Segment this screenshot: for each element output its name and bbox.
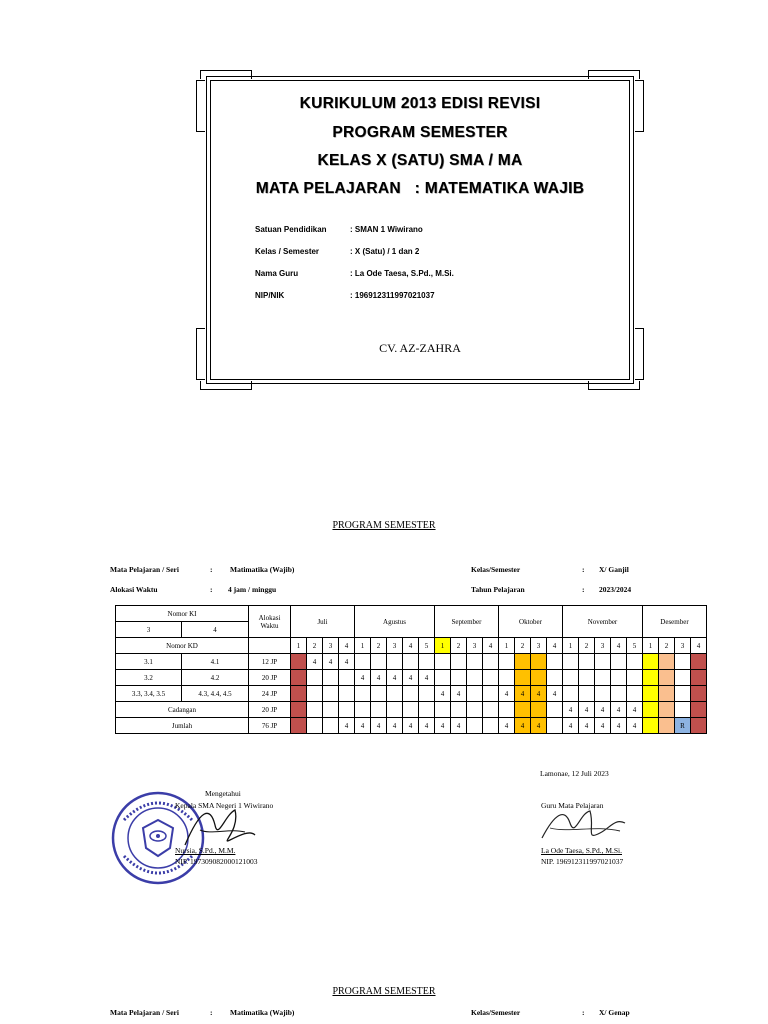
row-kd3: 3.1 <box>116 654 182 670</box>
week-cell <box>355 702 371 718</box>
week-cell <box>531 670 547 686</box>
program2-title: PROGRAM SEMESTER <box>332 986 436 997</box>
week-cell <box>547 718 563 734</box>
week-cell <box>611 686 627 702</box>
week-cell <box>467 670 483 686</box>
week-cell: 4 <box>515 718 531 734</box>
week-cell: 4 <box>499 686 515 702</box>
week-cell: 4 <box>627 702 643 718</box>
week-number-cell: 1 <box>563 638 579 654</box>
week-cell <box>387 654 403 670</box>
row-jumlah-label: Jumlah <box>116 718 249 734</box>
week-cell <box>499 670 515 686</box>
week-number-cell: 4 <box>547 638 563 654</box>
headmaster-name: Nursia, S.Pd., M.M. <box>175 846 236 855</box>
place-date: Lamonae, 12 Juli 2023 <box>540 769 609 778</box>
meta-tahun-value: 2023/2024 <box>599 585 632 594</box>
week-cell <box>579 686 595 702</box>
meta-colon: : <box>210 565 213 574</box>
week-cell: 4 <box>355 670 371 686</box>
week-cell <box>355 686 371 702</box>
week-cell <box>675 670 691 686</box>
week-cell <box>451 702 467 718</box>
week-cell <box>435 702 451 718</box>
program-title: PROGRAM SEMESTER <box>332 520 436 531</box>
cover-publisher: CV. AZ-ZAHRA <box>379 341 461 355</box>
week-cell <box>643 654 659 670</box>
week-cell: 4 <box>563 718 579 734</box>
week-cell <box>339 686 355 702</box>
week-cell <box>291 686 307 702</box>
header-ki-3: 3 <box>116 622 182 638</box>
week-cell: 4 <box>323 654 339 670</box>
week-cell <box>323 670 339 686</box>
week-cell <box>371 702 387 718</box>
week-cell: 4 <box>627 718 643 734</box>
info-value-satuan: : SMAN 1 Wiwirano <box>350 225 423 234</box>
week-cell <box>307 718 323 734</box>
week-cell <box>371 654 387 670</box>
week-cell <box>307 686 323 702</box>
week-cell <box>387 686 403 702</box>
week-cell: 4 <box>579 702 595 718</box>
week-cell <box>387 702 403 718</box>
week-cell <box>339 670 355 686</box>
week-cell <box>627 654 643 670</box>
week-cell <box>419 702 435 718</box>
week-cell <box>659 670 675 686</box>
week-cell <box>659 702 675 718</box>
week-cell <box>323 702 339 718</box>
week-cell: 4 <box>611 718 627 734</box>
info-value-nip: : 196912311997021037 <box>350 291 435 300</box>
meta2-colon: : <box>210 1008 213 1017</box>
week-cell <box>291 654 307 670</box>
week-cell <box>483 654 499 670</box>
meta-colon: : <box>210 585 213 594</box>
week-number-cell: 4 <box>339 638 355 654</box>
meta-tahun-label: Tahun Pelajaran <box>471 585 525 594</box>
week-cell: 4 <box>387 670 403 686</box>
week-cell <box>515 702 531 718</box>
week-cell <box>643 718 659 734</box>
week-cell: 4 <box>387 718 403 734</box>
week-number-cell: 3 <box>531 638 547 654</box>
week-cell <box>291 670 307 686</box>
week-number-cell: 2 <box>659 638 675 654</box>
week-cell <box>515 654 531 670</box>
meta-alokasi-value: 4 jam / minggu <box>228 585 277 594</box>
info-label-kelas: Kelas / Semester <box>255 247 320 256</box>
week-cell <box>451 654 467 670</box>
info-label-nip: NIP/NIK <box>255 291 285 300</box>
week-cell <box>643 686 659 702</box>
week-cell <box>451 670 467 686</box>
week-cell <box>515 670 531 686</box>
cover-title-program: PROGRAM SEMESTER <box>332 124 508 141</box>
week-cell <box>435 670 451 686</box>
week-cell <box>499 702 515 718</box>
header-nomor-ki: Nomor KI <box>116 606 249 622</box>
header-alokasi: Alokasi Waktu <box>249 606 291 638</box>
week-number-cell: 3 <box>595 638 611 654</box>
week-cell <box>419 686 435 702</box>
week-cell: 4 <box>435 718 451 734</box>
week-number-cell: 3 <box>467 638 483 654</box>
week-cell <box>323 686 339 702</box>
week-cell: 4 <box>579 718 595 734</box>
week-cell: 4 <box>451 718 467 734</box>
meta2-colon: : <box>582 1008 585 1017</box>
row-alokasi: 76 JP <box>249 718 291 734</box>
week-cell <box>563 654 579 670</box>
teacher-title: Guru Mata Pelajaran <box>541 801 604 810</box>
week-cell: 4 <box>515 686 531 702</box>
teacher-nip: NIP. 196912311997021037 <box>541 857 624 866</box>
headmaster-nip: NIP. 197309082000121003 <box>175 857 258 866</box>
week-cell <box>403 686 419 702</box>
week-number-cell: 1 <box>355 638 371 654</box>
teacher-name: La Ode Taesa, S.Pd., M.Si. <box>541 846 622 855</box>
row-alokasi: 20 JP <box>249 670 291 686</box>
week-cell: 4 <box>371 718 387 734</box>
meta-mapel-label: Mata Pelajaran / Seri <box>110 565 179 574</box>
week-cell <box>675 702 691 718</box>
header-nomor-kd: Nomor KD <box>116 638 249 654</box>
week-cell: 4 <box>595 702 611 718</box>
row-kd4: 4.3, 4.4, 4.5 <box>182 686 249 702</box>
week-cell: 4 <box>531 718 547 734</box>
headmaster-title: Kepala SMA Negeri 1 Wiwirano <box>175 801 274 810</box>
week-cell <box>579 670 595 686</box>
week-cell: 4 <box>307 654 323 670</box>
week-cell: 4 <box>339 718 355 734</box>
week-number-cell: 1 <box>643 638 659 654</box>
mengetahui-label: Mengetahui <box>205 789 241 798</box>
week-cell <box>611 670 627 686</box>
header-alokasi-blank <box>249 638 291 654</box>
week-number-cell: 2 <box>371 638 387 654</box>
week-number-cell: 4 <box>691 638 707 654</box>
week-cell <box>643 702 659 718</box>
header-ki-4: 4 <box>182 622 249 638</box>
week-number-cell: 3 <box>675 638 691 654</box>
week-number-cell: 4 <box>483 638 499 654</box>
header-month-oktober: Oktober <box>499 606 563 638</box>
header-month-juli: Juli <box>291 606 355 638</box>
week-number-cell: 2 <box>579 638 595 654</box>
week-cell <box>659 654 675 670</box>
cover-title-subject: MATA PELAJARAN : MATEMATIKA WAJIB <box>255 180 585 197</box>
week-cell <box>643 670 659 686</box>
week-cell <box>483 670 499 686</box>
row-alokasi: 20 JP <box>249 702 291 718</box>
week-cell: 4 <box>435 686 451 702</box>
info-label-guru: Nama Guru <box>255 269 299 278</box>
week-number-cell: 4 <box>403 638 419 654</box>
week-cell <box>307 702 323 718</box>
meta2-kelas-value: X/ Genap <box>599 1008 630 1017</box>
row-kd3: 3.2 <box>116 670 182 686</box>
header-month-agustus: Agustus <box>355 606 435 638</box>
week-number-cell: 4 <box>611 638 627 654</box>
week-cell <box>467 686 483 702</box>
week-number-cell: 1 <box>499 638 515 654</box>
week-cell: 4 <box>547 686 563 702</box>
meta2-mapel-value: Matimatika (Wajib) <box>230 1008 295 1017</box>
week-cell <box>499 654 515 670</box>
week-cell <box>483 718 499 734</box>
week-cell <box>291 702 307 718</box>
week-cell <box>691 670 707 686</box>
cover-title-curriculum: KURIKULUM 2013 EDISI REVISI <box>299 95 541 112</box>
week-cell: 4 <box>531 686 547 702</box>
week-cell <box>403 654 419 670</box>
week-cell <box>611 654 627 670</box>
meta-mapel-value: Matimatika (Wajib) <box>230 565 295 574</box>
week-cell <box>547 670 563 686</box>
week-cell <box>531 702 547 718</box>
week-cell <box>563 686 579 702</box>
row-kd4: 4.2 <box>182 670 249 686</box>
row-alokasi: 12 JP <box>249 654 291 670</box>
week-cell <box>627 686 643 702</box>
week-number-cell: 5 <box>419 638 435 654</box>
week-cell <box>547 654 563 670</box>
week-cell <box>691 702 707 718</box>
week-cell <box>307 670 323 686</box>
week-cell <box>435 654 451 670</box>
week-cell: 4 <box>595 718 611 734</box>
week-cell <box>323 718 339 734</box>
week-number-cell: 5 <box>627 638 643 654</box>
week-number-cell: 2 <box>451 638 467 654</box>
week-cell: 4 <box>563 702 579 718</box>
week-cell: 4 <box>451 686 467 702</box>
week-cell: 4 <box>339 654 355 670</box>
week-cell <box>691 654 707 670</box>
week-cell <box>403 702 419 718</box>
meta-kelas-label: Kelas/Semester <box>471 565 521 574</box>
meta-alokasi-label: Alokasi Waktu <box>110 585 158 594</box>
week-cell: 4 <box>499 718 515 734</box>
week-cell <box>339 702 355 718</box>
week-cell: 4 <box>371 670 387 686</box>
week-cell <box>595 670 611 686</box>
meta2-kelas-label: Kelas/Semester <box>471 1008 521 1017</box>
cover-title-class: KELAS X (SATU) SMA / MA <box>317 152 523 169</box>
week-cell <box>595 686 611 702</box>
meta-kelas-value: X/ Ganjil <box>599 565 629 574</box>
week-cell <box>563 670 579 686</box>
week-cell <box>659 718 675 734</box>
info-value-guru: : La Ode Taesa, S.Pd., M.Si. <box>350 269 454 278</box>
row-kd4: 4.1 <box>182 654 249 670</box>
week-cell <box>627 670 643 686</box>
week-cell: 4 <box>403 670 419 686</box>
week-number-cell: 3 <box>387 638 403 654</box>
meta-colon: : <box>582 585 585 594</box>
info-label-satuan: Satuan Pendidikan <box>255 225 327 234</box>
row-kd3: 3.3, 3.4, 3.5 <box>116 686 182 702</box>
week-cell: 4 <box>403 718 419 734</box>
week-cell <box>675 686 691 702</box>
week-cell <box>483 702 499 718</box>
week-cell <box>467 654 483 670</box>
week-cell: 4 <box>611 702 627 718</box>
week-cell <box>483 686 499 702</box>
program-schedule-table <box>115 605 707 734</box>
week-cell <box>675 654 691 670</box>
row-cadangan-label: Cadangan <box>116 702 249 718</box>
week-number-cell: 2 <box>515 638 531 654</box>
week-cell <box>291 718 307 734</box>
week-cell <box>531 654 547 670</box>
meta-colon: : <box>582 565 585 574</box>
header-month-november: November <box>563 606 643 638</box>
week-number-cell: 1 <box>435 638 451 654</box>
week-cell <box>355 654 371 670</box>
header-month-desember: Desember <box>643 606 707 638</box>
week-cell <box>579 654 595 670</box>
week-cell <box>691 686 707 702</box>
week-cell <box>371 686 387 702</box>
week-cell: R <box>675 718 691 734</box>
week-cell <box>547 702 563 718</box>
week-number-cell: 2 <box>307 638 323 654</box>
week-cell <box>467 718 483 734</box>
row-alokasi: 24 JP <box>249 686 291 702</box>
week-cell <box>467 702 483 718</box>
week-cell <box>659 686 675 702</box>
week-number-cell: 3 <box>323 638 339 654</box>
week-cell: 4 <box>419 718 435 734</box>
week-number-cell: 1 <box>291 638 307 654</box>
week-cell <box>691 718 707 734</box>
header-month-september: September <box>435 606 499 638</box>
week-cell <box>419 654 435 670</box>
week-cell: 4 <box>419 670 435 686</box>
info-value-kelas: : X (Satu) / 1 dan 2 <box>350 247 420 256</box>
week-cell: 4 <box>355 718 371 734</box>
week-cell <box>595 654 611 670</box>
meta2-mapel-label: Mata Pelajaran / Seri <box>110 1008 179 1017</box>
